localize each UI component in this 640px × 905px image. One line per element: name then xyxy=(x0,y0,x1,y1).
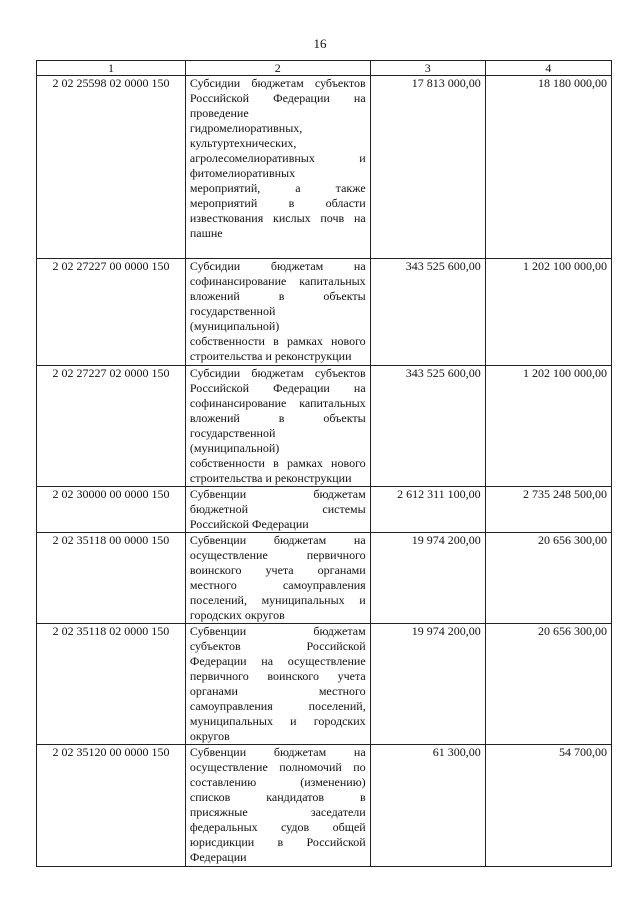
description-line: (муниципальной) xyxy=(189,319,280,333)
amount-col-4: 18 180 000,00 xyxy=(485,76,611,259)
budget-code: 2 02 30000 00 0000 150 xyxy=(37,487,186,533)
amount-col-4: 1 202 100 000,00 xyxy=(485,259,611,366)
amount-col-4: 20 656 300,00 xyxy=(485,624,611,745)
amount-col-3: 343 525 600,00 xyxy=(370,366,485,487)
income-description xyxy=(185,533,370,624)
amount-col-3: 343 525 600,00 xyxy=(370,259,485,366)
description-line: государственной xyxy=(189,426,276,440)
description-line: известкования кислых почв на xyxy=(189,211,366,225)
description-line: агролесомелиоративных и xyxy=(189,151,366,165)
description-line: Субвенции бюджетам xyxy=(189,624,366,638)
amount-col-3: 61 300,00 xyxy=(370,745,485,867)
budget-code: 2 02 27227 02 0000 150 xyxy=(37,366,186,487)
description-line: Российской Федерации на xyxy=(189,91,366,105)
description-line: Российской Федерации xyxy=(189,517,309,531)
table-row xyxy=(37,259,612,366)
income-description xyxy=(185,366,370,487)
table-row xyxy=(37,745,612,867)
description-line: собственности в рамках нового xyxy=(189,334,366,348)
description-line: Субвенции бюджетам на xyxy=(189,745,366,759)
description-line: гидромелиоративных, xyxy=(189,121,303,135)
description-line: культуртехнических, xyxy=(189,136,297,150)
budget-code: 2 02 25598 02 0000 150 xyxy=(37,76,186,259)
table-row xyxy=(37,624,612,745)
description-line: первичного воинского учета xyxy=(189,669,366,683)
amount-col-4: 1 202 100 000,00 xyxy=(485,366,611,487)
amount-col-3: 19 974 200,00 xyxy=(370,624,485,745)
income-description xyxy=(185,624,370,745)
description-line: Федерации xyxy=(189,850,247,864)
amount-col-4: 2 735 248 500,00 xyxy=(485,487,611,533)
budget-table xyxy=(36,60,612,867)
description-line: Субсидии бюджетам субъектов xyxy=(189,366,366,380)
description-line: вложений в объекты xyxy=(189,289,366,303)
description-line: субъектов Российской xyxy=(189,639,366,653)
description-line: проведение xyxy=(189,106,249,120)
description-line: Субвенции бюджетам xyxy=(189,487,366,501)
description-line: Российской Федерации на xyxy=(189,381,366,395)
description-line: вложений в объекты xyxy=(189,411,366,425)
description-line: строительства и реконструкции xyxy=(189,349,352,363)
description-line: составлению (изменению) xyxy=(189,775,366,789)
header-col-1: 1 xyxy=(37,61,186,76)
description-line: местного самоуправления xyxy=(189,578,366,592)
income-description xyxy=(185,259,370,366)
description-line: поселений, муниципальных и xyxy=(189,593,366,607)
description-line: мероприятий, а также xyxy=(189,181,366,195)
description-line: бюджетной системы xyxy=(189,502,366,516)
table-row xyxy=(37,76,612,259)
description-line: Федерации на осуществление xyxy=(189,654,366,668)
description-line: городских округов xyxy=(189,608,285,622)
table-row xyxy=(37,366,612,487)
description-line: софинансирование капитальных xyxy=(189,396,366,410)
amount-col-3: 2 612 311 100,00 xyxy=(370,487,485,533)
description-line: органами местного xyxy=(189,684,366,698)
description-line: списков кандидатов в xyxy=(189,790,366,804)
income-description xyxy=(185,487,370,533)
description-line: государственной xyxy=(189,304,276,318)
description-line: осуществление первичного xyxy=(189,548,366,562)
description-line: воинского учета органами xyxy=(189,563,366,577)
budget-code: 2 02 35118 02 0000 150 xyxy=(37,624,186,745)
header-col-2: 2 xyxy=(185,61,370,76)
page-number: 16 xyxy=(313,36,327,51)
description-line: муниципальных и городских xyxy=(189,714,366,728)
description-line: мероприятий в области xyxy=(189,196,366,210)
table-row xyxy=(37,487,612,533)
budget-code: 2 02 27227 00 0000 150 xyxy=(37,259,186,366)
header-col-4: 4 xyxy=(485,61,611,76)
description-line: Субсидии бюджетам на xyxy=(189,259,366,273)
description-line: присяжные заседатели xyxy=(189,805,366,819)
budget-code: 2 02 35120 00 0000 150 xyxy=(37,745,186,867)
description-line: софинансирование капитальных xyxy=(189,274,366,288)
description-line: (муниципальной) xyxy=(189,441,280,455)
description-line: федеральных судов общей xyxy=(189,820,366,834)
description-line: осуществление полномочий по xyxy=(189,760,366,774)
income-description xyxy=(185,76,370,259)
income-description xyxy=(185,745,370,867)
amount-col-3: 19 974 200,00 xyxy=(370,533,485,624)
description-line: Субвенции бюджетам на xyxy=(189,533,366,547)
description-line: юрисдикции в Российской xyxy=(189,835,366,849)
description-line: собственности в рамках нового xyxy=(189,456,366,470)
description-line: самоуправления поселений, xyxy=(189,699,366,713)
description-line: фитомелиоративных xyxy=(189,166,296,180)
header-col-3: 3 xyxy=(370,61,485,76)
budget-code: 2 02 35118 00 0000 150 xyxy=(37,533,186,624)
description-line: строительства и реконструкции xyxy=(189,471,352,485)
amount-col-4: 20 656 300,00 xyxy=(485,533,611,624)
amount-col-4: 54 700,00 xyxy=(485,745,611,867)
description-line: пашне xyxy=(189,226,223,240)
header-row xyxy=(37,61,612,76)
amount-col-3: 17 813 000,00 xyxy=(370,76,485,259)
description-line: Субсидии бюджетам субъектов xyxy=(189,76,366,90)
table-row xyxy=(37,533,612,624)
description-line: округов xyxy=(189,729,230,743)
